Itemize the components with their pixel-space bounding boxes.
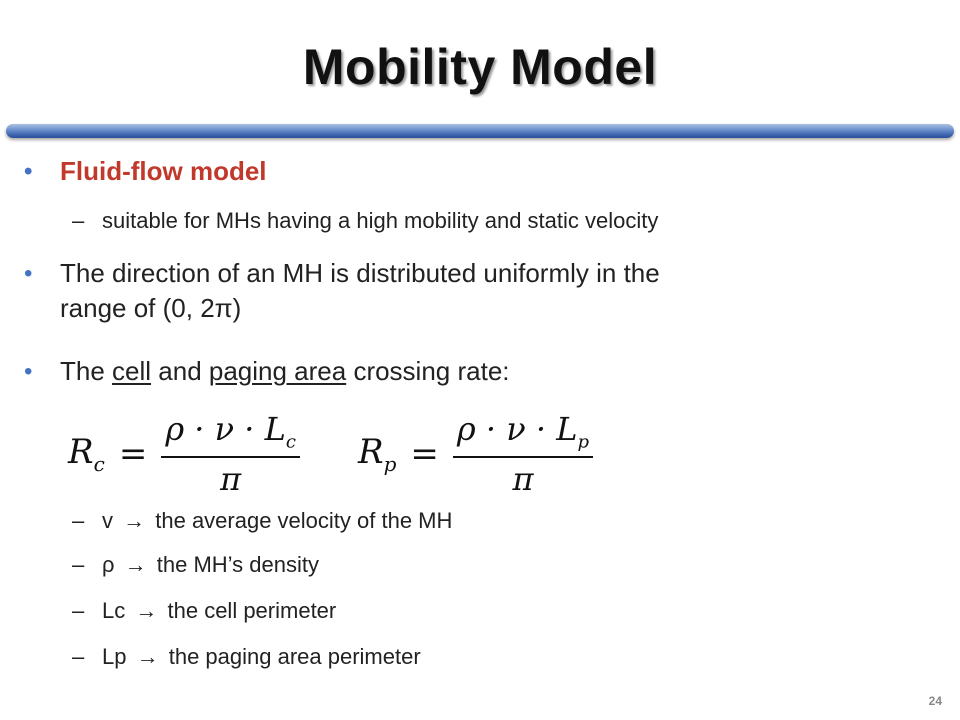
arrow-right-icon: →: [136, 644, 159, 669]
page-number: 24: [928, 694, 942, 708]
definition-velocity: – v → the average velocity of the MH: [102, 506, 452, 536]
crossing-rate-pre: The: [60, 356, 113, 386]
bullet-direction-line2: range of (0, 2π): [60, 293, 242, 323]
formula-rc: [68, 410, 300, 498]
bullet-direction: [60, 256, 920, 326]
formula-rc-lhs: $R_c$: [68, 432, 105, 477]
bullet-direction-line1: • The direction of an MH is distributed uniformly in the: [60, 258, 660, 288]
formula-rc-numerator: $\rho \cdot \nu \cdot L_c$: [165, 410, 296, 453]
bullet-fluid-flow: • Fluid-flow model: [60, 154, 920, 189]
definition-paging-perimeter: – Lp → the paging area perimeter: [102, 642, 421, 672]
formula-rp: [358, 410, 593, 498]
formula-rp-numerator: $\rho \cdot \nu \cdot L_p$: [456, 410, 589, 453]
crossing-rate-cell: cell: [112, 356, 152, 386]
formula-rp-fraction: [453, 410, 593, 498]
crossing-rate-paging: paging area: [208, 356, 347, 386]
formula-rc-denominator: π: [220, 460, 242, 499]
arrow-right-icon: →: [135, 598, 158, 623]
title-divider: [6, 124, 954, 138]
formula-rc-equals: =: [118, 434, 148, 475]
formula-rp-lhs: $R_p$: [358, 432, 397, 477]
arrow-right-icon: →: [123, 508, 146, 533]
formula-rp-denominator: π: [512, 460, 534, 499]
slide-title: Mobility Model: [302, 39, 658, 95]
definition-density: – ρ → the MH’s density: [102, 550, 319, 580]
definition-cell-perimeter: – Lc → the cell perimeter: [102, 596, 336, 626]
arrow-right-icon: →: [124, 552, 147, 577]
formula-rc-fraction: [161, 410, 300, 498]
bullet-crossing-rate: [60, 354, 920, 389]
sub-bullet-suitability: – suitable for MHs having a high mobility and static velocity: [102, 206, 658, 236]
crossing-rate-mid: and: [151, 356, 209, 386]
formula-rp-equals: =: [410, 434, 439, 475]
crossing-rate-post: crossing rate:: [346, 356, 510, 386]
